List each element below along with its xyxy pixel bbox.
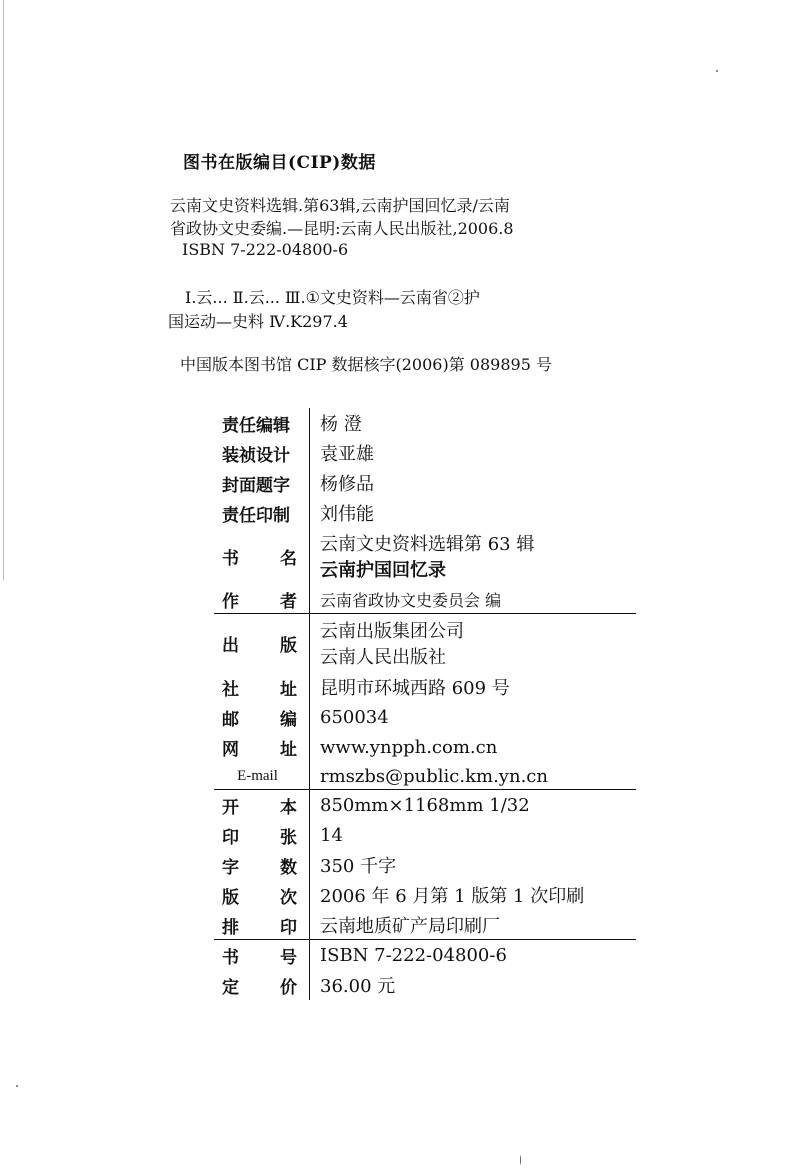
value-isbn: ISBN 7-222-04800-6	[320, 944, 507, 966]
publication-info-table	[214, 408, 636, 1000]
row-printer	[214, 910, 636, 940]
publisher-house: 云南人民出版社	[320, 647, 446, 668]
row-website	[214, 732, 636, 762]
label-char: 本	[280, 797, 297, 818]
label-char: 名	[280, 548, 297, 569]
label-format	[214, 790, 309, 820]
scan-speck	[716, 70, 718, 72]
label-char: 邮	[222, 709, 239, 730]
value-website: www.ynpph.com.cn	[320, 736, 498, 758]
label-char: 数	[280, 857, 297, 878]
label-char: 网	[222, 739, 239, 760]
row-publisher	[214, 614, 636, 672]
row-author	[214, 584, 636, 614]
cip-record-line-1: 云南文史资料选辑.第63辑,云南护国回忆录/云南	[170, 196, 510, 215]
row-cover-title	[214, 468, 636, 498]
label-char: 印	[222, 827, 239, 848]
label-char: 出	[222, 635, 239, 656]
scan-edge-line	[3, 0, 4, 580]
label-author	[214, 584, 309, 614]
row-word-count	[214, 850, 636, 880]
label-char: 号	[280, 947, 297, 968]
label-char: 开	[222, 797, 239, 818]
value-edition: 2006 年 6 月第 1 版第 1 次印刷	[320, 886, 585, 907]
row-isbn	[214, 940, 636, 970]
label-char: 书	[222, 947, 239, 968]
label-char: 编	[280, 709, 297, 730]
label-sheets	[214, 820, 309, 850]
value-price: 36.00 元	[320, 976, 396, 997]
value-postcode: 650034	[320, 706, 389, 728]
label-isbn	[214, 940, 309, 970]
row-book-name	[214, 528, 636, 584]
label-char: 定	[222, 977, 239, 998]
label-char: 书	[222, 548, 239, 569]
label-printer	[214, 910, 309, 940]
row-address	[214, 672, 636, 702]
label-cover-title: 封面题字	[222, 475, 290, 496]
label-char: 价	[280, 977, 297, 998]
row-format	[214, 790, 636, 820]
value-cover-title: 杨修品	[320, 474, 374, 495]
value-sheets: 14	[320, 824, 343, 846]
value-printer: 云南地质矿产局印刷厂	[320, 916, 500, 937]
row-editor	[214, 408, 636, 438]
value-designer: 袁亚雄	[320, 444, 374, 465]
label-char: 次	[280, 887, 297, 908]
value-word-count: 350 千字	[320, 856, 397, 877]
value-printing-manager: 刘伟能	[320, 504, 374, 525]
label-char: 址	[280, 679, 297, 700]
row-postcode	[214, 702, 636, 732]
book-subtitle: 云南护国回忆录	[320, 560, 446, 581]
row-printing-manager	[214, 498, 636, 528]
cip-classification-line-2: 国运动—史料 Ⅳ.K297.4	[168, 312, 348, 331]
label-char: 者	[280, 591, 297, 612]
label-char: 作	[222, 591, 239, 612]
label-char: 址	[280, 739, 297, 760]
value-format: 850mm×1168mm 1/32	[320, 794, 530, 816]
label-char: 版	[222, 887, 239, 908]
value-author: 云南省政协文史委员会 编	[320, 590, 502, 610]
label-char: 版	[280, 635, 297, 656]
label-designer: 装祯设计	[222, 445, 290, 466]
label-printing-manager: 责任印制	[222, 505, 290, 526]
value-email: rmszbs@public.km.yn.cn	[320, 765, 548, 787]
label-char: 排	[222, 917, 239, 938]
label-address	[214, 672, 309, 702]
label-word-count	[214, 850, 309, 880]
cip-isbn-line: ISBN 7-222-04800-6	[182, 240, 349, 259]
label-price	[214, 970, 309, 1000]
row-edition	[214, 880, 636, 910]
label-book-name	[214, 528, 309, 584]
label-edition	[214, 880, 309, 910]
value-publisher	[310, 614, 464, 672]
row-email	[214, 762, 636, 790]
cip-approval-number: 中国版本图书馆 CIP 数据核字(2006)第 089895 号	[180, 355, 552, 374]
label-postcode	[214, 702, 309, 732]
value-book-name	[310, 528, 534, 584]
label-char: 印	[280, 917, 297, 938]
label-publisher	[214, 614, 309, 672]
value-editor: 杨 澄	[320, 414, 362, 435]
value-address: 昆明市环城西路 609 号	[320, 678, 510, 699]
book-series-title: 云南文史资料选辑第 63 辑	[320, 534, 535, 555]
label-email: E-mail	[237, 767, 278, 784]
row-price	[214, 970, 636, 1000]
row-designer	[214, 438, 636, 468]
row-sheets	[214, 820, 636, 850]
label-char: 社	[222, 679, 239, 700]
cip-classification-line-1: Ⅰ.云... Ⅱ.云... Ⅲ.①文史资料—云南省②护	[185, 288, 480, 307]
label-editor: 责任编辑	[222, 415, 290, 436]
publisher-group: 云南出版集团公司	[320, 621, 464, 642]
label-char: 张	[280, 827, 297, 848]
scan-speck	[16, 1085, 18, 1087]
scan-speck	[520, 1155, 521, 1165]
cip-record-line-2: 省政协文史委编.—昆明:云南人民出版社,2006.8	[170, 219, 514, 238]
label-char: 字	[222, 857, 239, 878]
label-website	[214, 732, 309, 762]
cip-title: 图书在版编目(CIP)数据	[183, 153, 376, 173]
